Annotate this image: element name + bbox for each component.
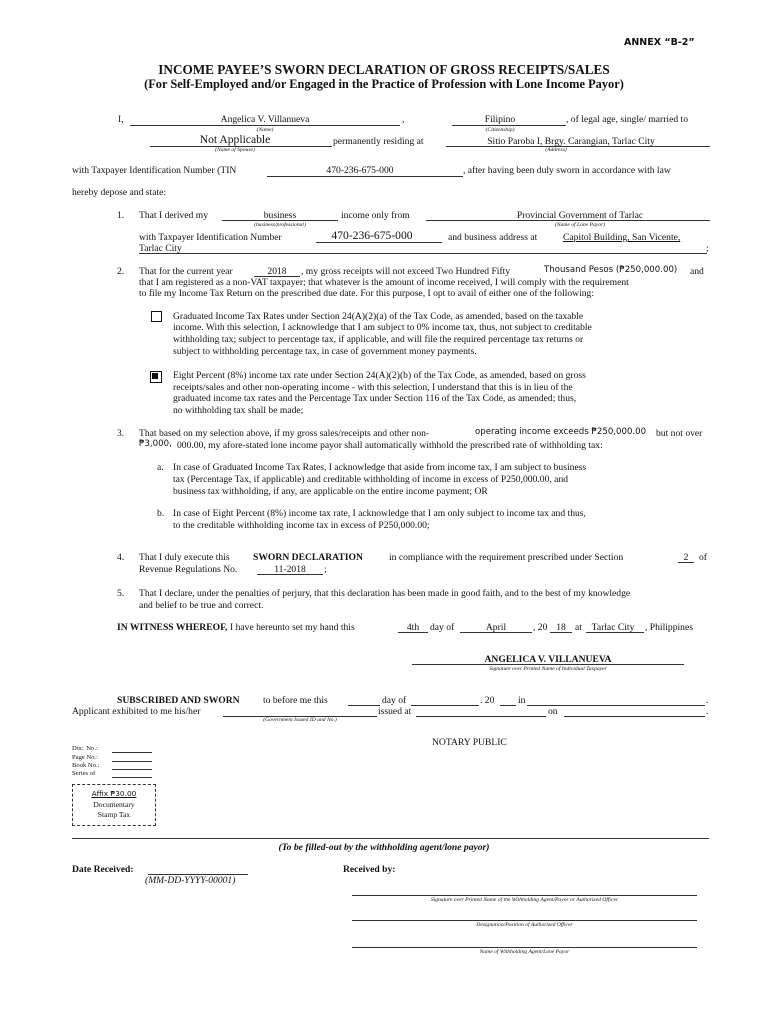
received-by-label: Received by: [343,864,396,875]
revenue-regulation-value: 11-2018 [274,564,306,575]
witness-place-value: Tarlac City [591,622,635,633]
payor-address-line1: Capitol Building, San Vicente, [563,232,681,243]
spouse-value: Not Applicable [199,133,271,146]
payor-tin-value: 470-236-675-000 [331,229,413,242]
citizenship-value: Filipino [484,114,516,125]
eight-percent-checkbox[interactable] [150,371,162,383]
footer-heading: (To be filled-out by the withholding agent/lone payor) [278,842,490,853]
citizenship-caption: (Citizenship) [485,127,515,133]
address-value: Sitio Paroba I, Brgy. Carangian, Tarlac City [487,136,655,147]
witness-year-value: 18 [556,622,566,633]
signature-caption: Signature over Printed Name of Individual Taxpayer [489,666,607,672]
doc-no-label: Doc. No.: [72,745,98,752]
name-caption: (Name) [256,127,274,133]
address-caption: (Address) [545,147,567,153]
book-no-label: Book No.: [72,762,100,769]
payee-name-value: Angelica V. Villanueva [220,114,310,125]
i-label: I, [118,114,124,125]
page-no-label: Page No.: [72,754,99,761]
depose-text: hereby depose and state: [72,187,167,198]
tin-value: 470-236-675-000 [326,165,394,176]
annex-label: ANNEX “B-2” [624,37,695,48]
payor-address-line2: Tarlac City [139,243,182,254]
graduated-rates-checkbox[interactable] [151,311,162,322]
signature-name: ANGELICA V. VILLANUEVA [484,654,612,665]
section-value: 2 [683,552,689,563]
series-label: Series of [72,770,96,777]
date-format-hint: (MM-DD-YYYY-00001) [145,875,236,886]
form-subtitle: (For Self-Employed and/or Engaged in the Practice of Profession with Lone Income Payor) [144,77,624,91]
current-year-value: 2018 [267,266,287,277]
notary-public-label: NOTARY PUBLIC [432,737,507,748]
form-title: INCOME PAYEE’S SWORN DECLARATION OF GROSS RECEIPTS/SALES [158,62,610,77]
income-type-value: business [263,210,297,221]
witness-day-value: 4th [406,622,420,633]
witness-month-value: April [485,622,507,633]
lone-payor-value: Provincial Government of Tarlac [516,210,644,221]
documentary-stamp-box: Affix ₱30.00 Documentary Stamp Tax [72,784,156,826]
spouse-caption: (Name of Spouse) [215,147,255,153]
footer-divider [72,838,709,839]
